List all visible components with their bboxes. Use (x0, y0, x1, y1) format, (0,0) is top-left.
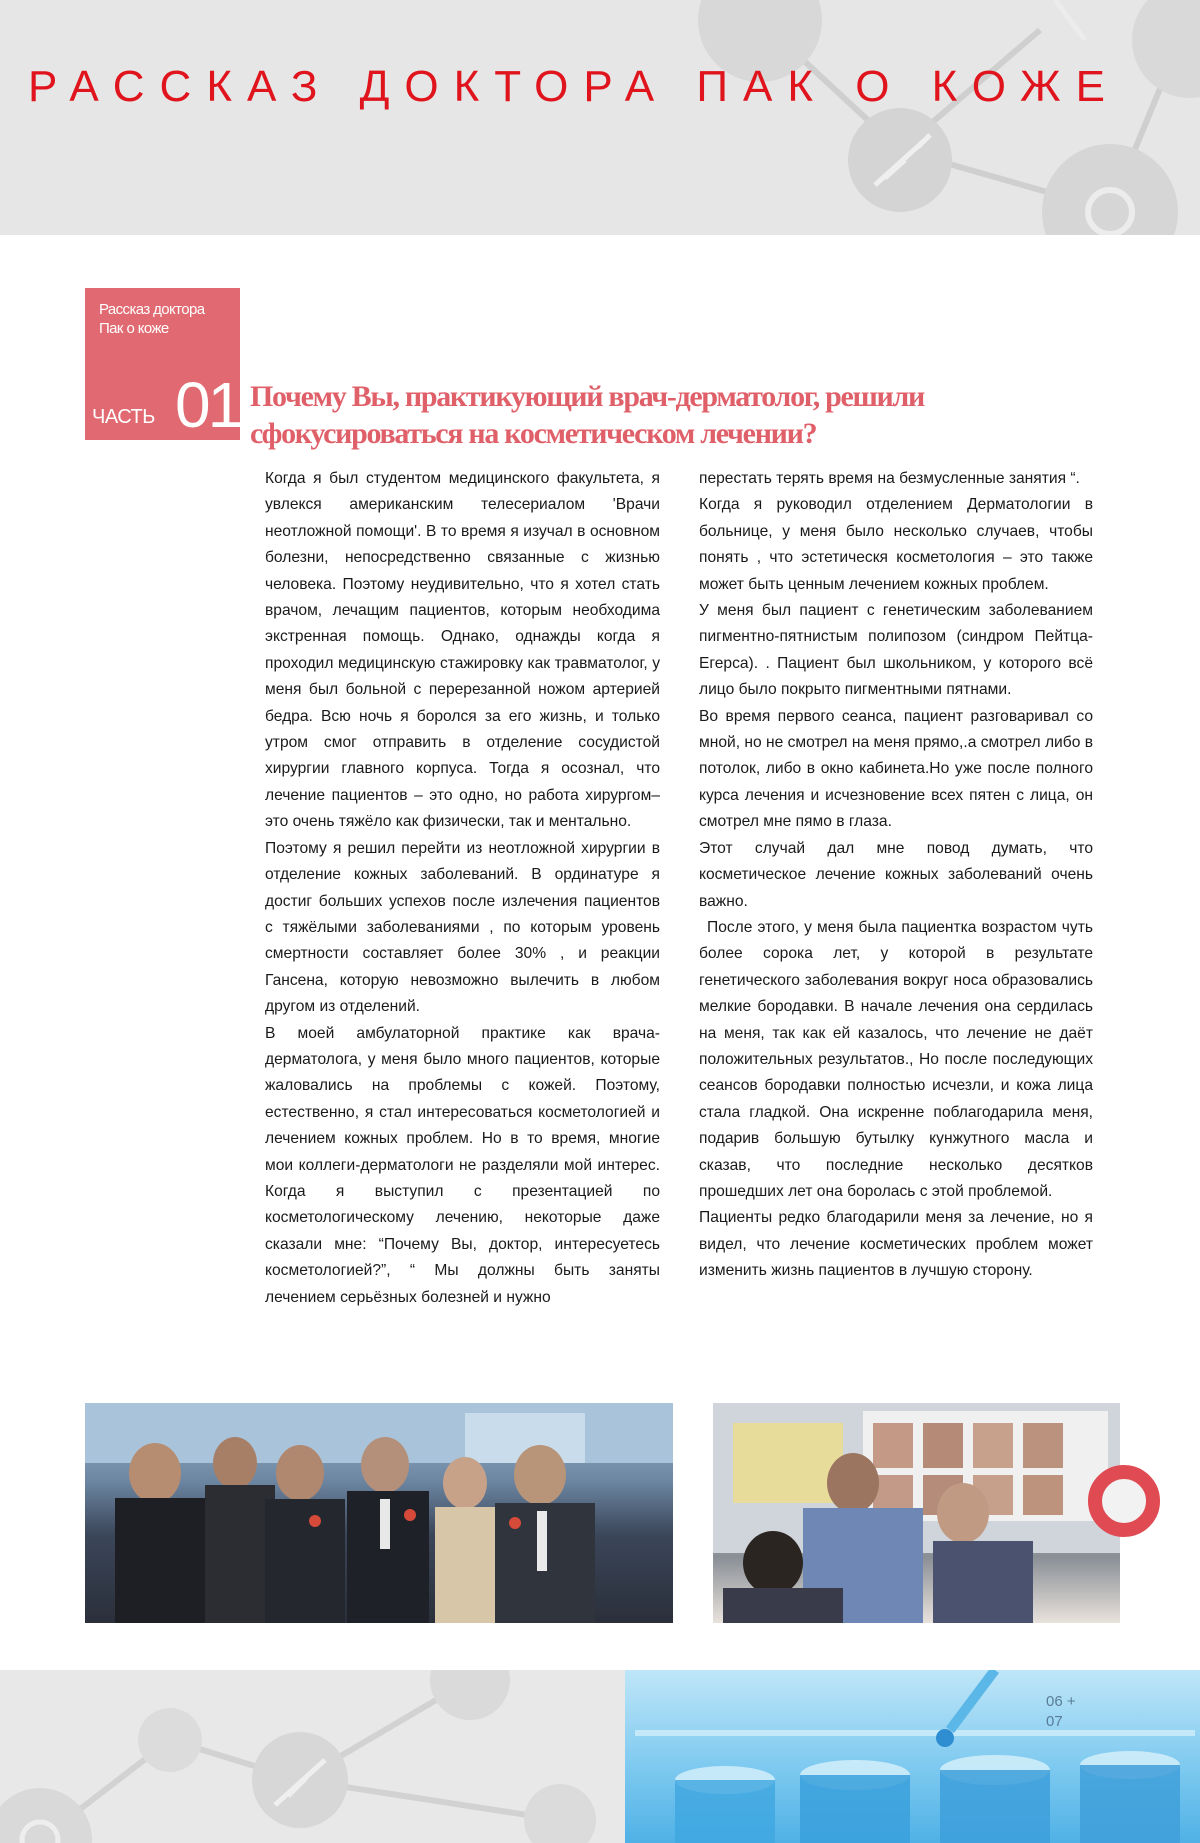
page-number: 06 + 07 (1046, 1693, 1076, 1730)
footer-band (0, 1670, 1200, 1843)
paragraph: Поэтому я решил перейти из неотложной хирургии в отделение кожных заболеваний. В ординатуре я достиг больших успехов после излечения пациентов с тяжёлыми заболеваниями , по которым уровень смертности составляет более 30% , и реакции Гансена, которую невозможно вылечить в любом другом из отделений. (265, 839, 660, 1016)
article-column-right (699, 466, 1093, 1285)
paragraph: Этот случай дал мне повод думать, что косметическое лечение кожных заболеваний очень важно. (699, 839, 1093, 910)
footer-gray-panel (0, 1670, 625, 1843)
molecule-graphic (0, 0, 1200, 235)
paragraph: Во время первого сеанса, пациент разговаривал со мной, но не смотрел на меня прямо,.а смотрел либо в потолок, либо в окно кабинета.Но уже после полного курса лечения и исчезновение всех пятен с лица, он смотрел мне пямо в глаза. (699, 707, 1093, 831)
part-number: 01 (175, 369, 241, 441)
test-tubes-image (625, 1670, 1200, 1843)
paragraph: У меня был пациент с генетическим заболеванием пигментно-пятнистым полипозом (синдром Пейтца-Егерса). . Пациент был школьником, у которого всё лицо было покрыто пигментными пятнами. (699, 602, 1093, 699)
paragraph: Когда я руководил отделением Дерматологии в больнице, у меня было несколько случаев, чтобы понять , что эстетическя косметология – это также может быть ценным лечением кожных проблем. (699, 496, 1093, 593)
decorative-ring (1088, 1465, 1160, 1537)
test-tubes-graphic (625, 1670, 1200, 1843)
paragraph: перестать терять время на безмусленные занятия “. (699, 470, 1080, 487)
treatment-photo-graphic (713, 1403, 1120, 1623)
exhibition-photo (85, 1403, 673, 1623)
paragraph: Пациенты редко благодарили меня за лечение, но я видел, что лечение косметических проблем может изменить жизнь пациентов в лучшую сторону. (699, 1209, 1093, 1280)
page-title: РАССКАЗ ДОКТОРА ПАК О КОЖЕ (28, 62, 1121, 111)
article-column-left (265, 466, 660, 1311)
treatment-photo (713, 1403, 1120, 1623)
paragraph: В моей амбулаторной практике как врача-дерматолога, у меня было много пациентов, которые жаловались на проблемы с кожей. Поэтому, естественно, я стал интересоваться косметологией и лечением кожных проблем. Но в то время, многие мои коллеги-дерматологи не разделяли мой интерес. Когда я выступил с презентацией по косметологическому лечению, некоторые даже сказали мне: “Почему Вы, доктор, интересуетесь косметологией?”, “ Мы должны быть заняты лечением серьёзных болезней и нужно (265, 1024, 660, 1306)
paragraph: После этого, у меня была пациентка возрастом чуть более сорока лет, у которой в результате генетического заболевания вокруг носа образовались мелкие бородавки. В начале лечения она сердилась на меня, так как ей казалось, что лечение не даёт положительных результатов., Но после последующих сеансов бородавки полностью исчезли, и кожа лица стала гладкой. Она искренне поблагодарила меня, подарив большую бутылку кунжутного масла и сказав, что последние несколько десятков прошедших лет она боролась с этой проблемой. (699, 918, 1093, 1200)
molecule-graphic-bottom (0, 1670, 625, 1843)
header-band (0, 0, 1200, 235)
tag-text: Рассказ доктора Пак о коже (99, 301, 205, 337)
article-headline: Почему Вы, практикующий врач-дерматолог, решили сфокусироваться на косметическом лечении? (250, 380, 925, 450)
section-tag (85, 288, 240, 440)
part-label: ЧАСТЬ (92, 406, 155, 428)
group-photo-graphic (85, 1403, 673, 1623)
paragraph: Когда я был студентом медицинского факультета, я увлекся американским телесериалом 'Врачи неотложной помощи'. В то время я изучал в основном болезни, непосредственно связанные с жизнью человека. Поэтому неудивительно, что я хотел стать врачом, лечащим пациентов, которым необходима экстренная помощь. Однако, однажды когда я проходил медицинскую стажировку как травматолог, у меня был больной с перерезанной ножом артерией бедра. Всю ночь я боролся за его жизнь, и только утром смог отправить в отделение сосудистой хирургии главного корпуса. Тогда я осознал, что лечение пациентов – это одно, но работа хирургом– это очень тяжёло как физически, так и ментально. (265, 470, 660, 831)
